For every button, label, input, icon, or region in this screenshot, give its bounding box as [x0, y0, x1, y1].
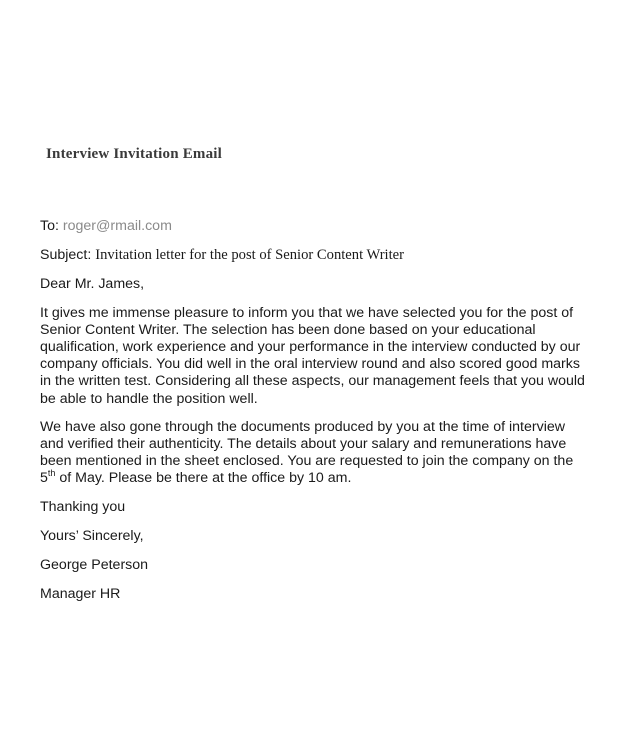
subject-text: Invitation letter for the post of Senior Content Writer [95, 247, 405, 264]
body-paragraph-2 [40, 419, 585, 488]
signer-name: George Peterson [40, 557, 149, 574]
closing-line: Thanking you [40, 498, 126, 515]
body-paragraph-2-text: We have also gone through the documents produced by you at the time of interview and verified their authenticity. The details about your salary and remunerations have been mentioned in the sheet enclosed. You are requested to join the company on the 5 [40, 418, 574, 487]
signoff-line: Yours’ Sincerely, [40, 527, 144, 544]
signer-title: Manager HR [40, 586, 121, 603]
greeting: Dear Mr. James, [40, 276, 145, 293]
letter-body [40, 218, 585, 603]
ordinal-suffix: th [47, 468, 56, 479]
subject-label: Subject: [40, 247, 92, 264]
subject-line [40, 247, 585, 264]
page-title: Interview Invitation Email [46, 146, 223, 162]
recipient-email: roger@rmail.com [62, 218, 172, 234]
body-paragraph-2-end: of May. Please be there at the office by 10 am. [55, 470, 352, 487]
recipient-line [40, 218, 585, 235]
to-label: To: [40, 218, 59, 234]
body-paragraph-1: It gives me immense pleasure to inform you that we have selected you for the post of Senior Content Writer. The selection has been done based on your educational qualification, work experience and your performance in the interview conducted by our company officials. You did well in the oral interview round and also scored good marks in the written test. Considering all these aspects, our management feels that you would be able to handle the position well. [40, 304, 585, 407]
